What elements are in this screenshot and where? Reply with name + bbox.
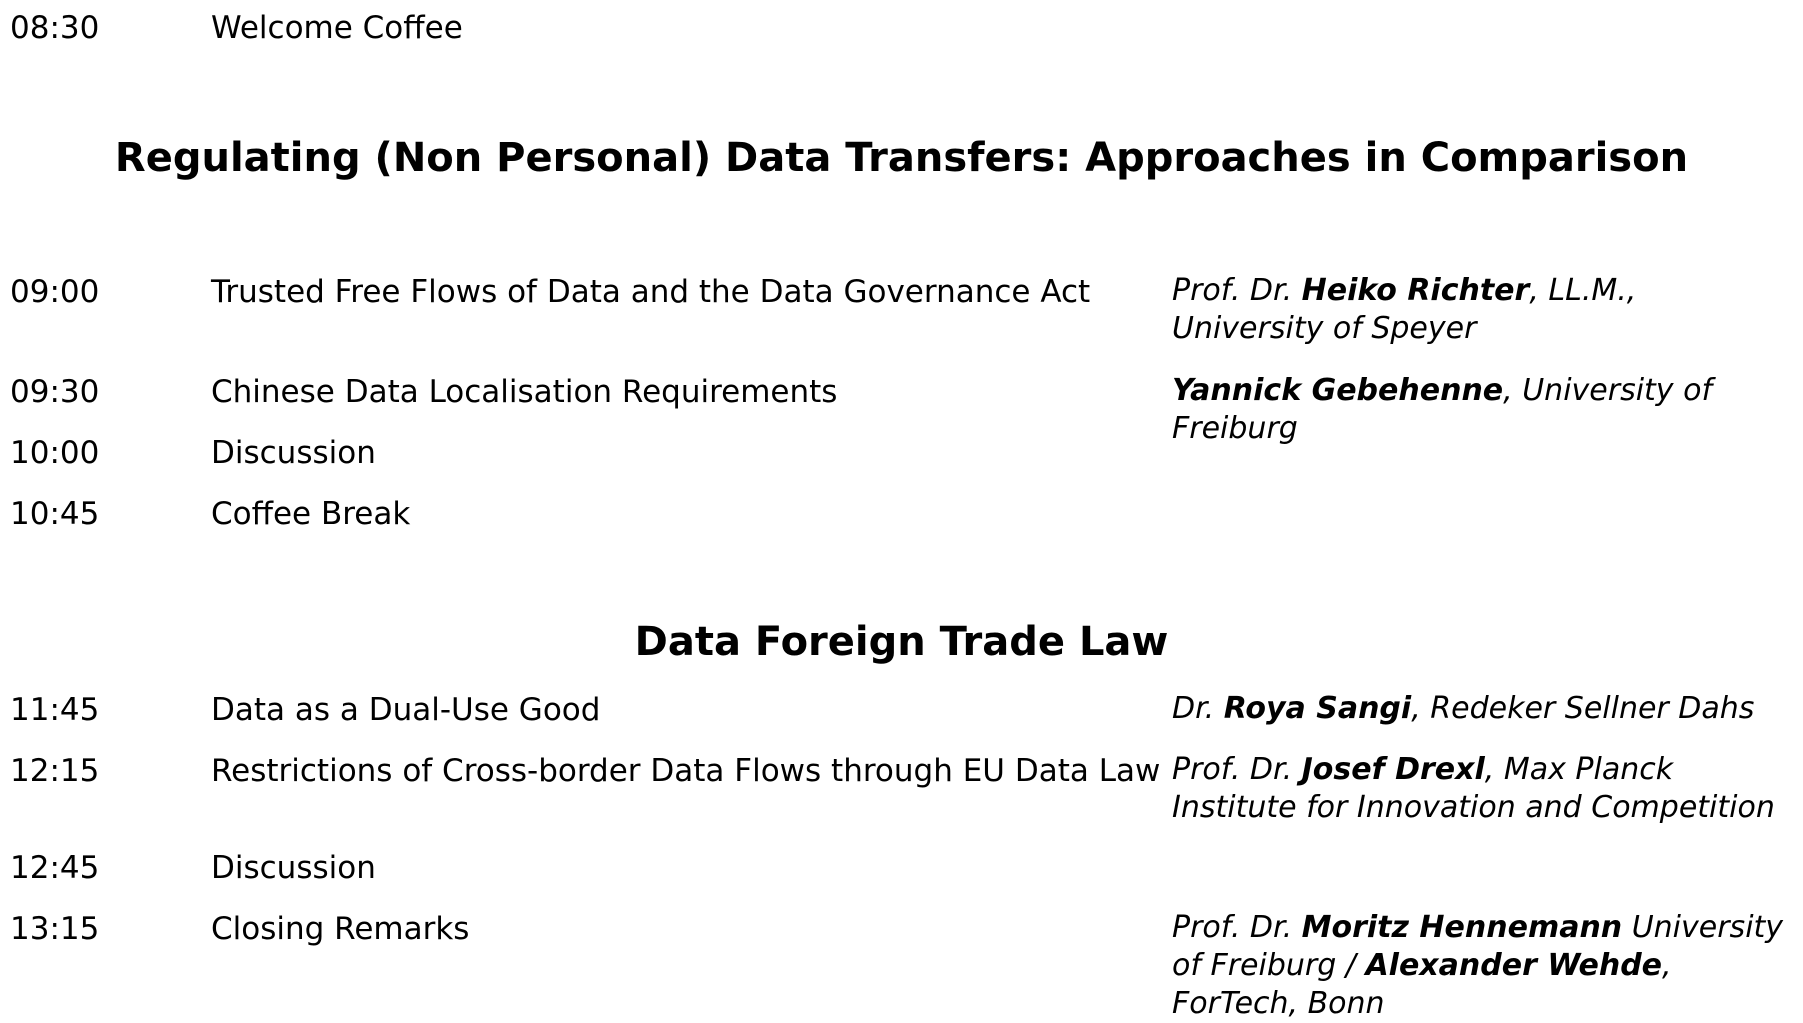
agenda-title: Trusted Free Flows of Data and the Data Governance Act — [211, 274, 1091, 310]
speaker-affiliation: , Redeker Sellner Dahs — [1411, 691, 1755, 726]
agenda-time: 10:45 — [10, 496, 100, 532]
speaker-name: Roya Sangi — [1223, 691, 1412, 726]
agenda-speaker — [1172, 372, 1797, 448]
agenda-time: 10:00 — [10, 435, 100, 471]
agenda-title: Closing Remarks — [211, 911, 470, 947]
agenda-time: 09:30 — [10, 374, 100, 410]
agenda-title: Restrictions of Cross-border Data Flows through EU Data Law — [211, 753, 1161, 789]
section-heading-data-transfers: Regulating (Non Personal) Data Transfers: Approaches in Comparison — [114, 135, 1689, 181]
agenda-speaker — [1172, 751, 1797, 827]
speaker-name: Moritz Hennemann — [1301, 910, 1623, 945]
agenda-title: Discussion — [211, 435, 376, 471]
agenda-title: Coffee Break — [211, 496, 411, 532]
speaker-prefix: Dr. — [1172, 691, 1224, 726]
speaker-prefix: Prof. Dr. — [1172, 910, 1302, 945]
agenda-speaker — [1172, 909, 1797, 1023]
section-heading-foreign-trade-law: Data Foreign Trade Law — [634, 619, 1169, 665]
agenda-time: 08:30 — [10, 10, 100, 46]
speaker-affiliation: University of Freiburg / — [1172, 910, 1784, 983]
agenda-title: Welcome Coffee — [211, 10, 463, 46]
speaker-name: Yannick Gebehenne — [1172, 373, 1504, 408]
speaker-name: Josef Drexl — [1301, 752, 1485, 787]
agenda-title: Data as a Dual-Use Good — [211, 692, 601, 728]
agenda-time: 12:45 — [10, 850, 100, 886]
agenda-speaker — [1172, 690, 1797, 728]
agenda-speaker — [1172, 272, 1797, 348]
agenda-time: 11:45 — [10, 692, 100, 728]
speaker-prefix: Prof. Dr. — [1172, 273, 1302, 308]
speaker-name: Heiko Richter — [1301, 273, 1530, 308]
speaker-prefix: Prof. Dr. — [1172, 752, 1302, 787]
speaker-affiliation: , Max Planck Institute for Innovation and Competition — [1172, 752, 1775, 825]
agenda-title: Discussion — [211, 850, 376, 886]
agenda-time: 09:00 — [10, 274, 100, 310]
speaker-affiliation: , ForTech, Bonn — [1172, 948, 1672, 1021]
speaker-affiliation: , LL.M., University of Speyer — [1172, 273, 1637, 346]
agenda-time: 13:15 — [10, 911, 100, 947]
speaker-affiliation: , University of Freiburg — [1172, 373, 1713, 446]
speaker-name: Alexander Wehde — [1365, 948, 1663, 983]
agenda-time: 12:15 — [10, 753, 100, 789]
agenda-title: Chinese Data Localisation Requirements — [211, 374, 838, 410]
